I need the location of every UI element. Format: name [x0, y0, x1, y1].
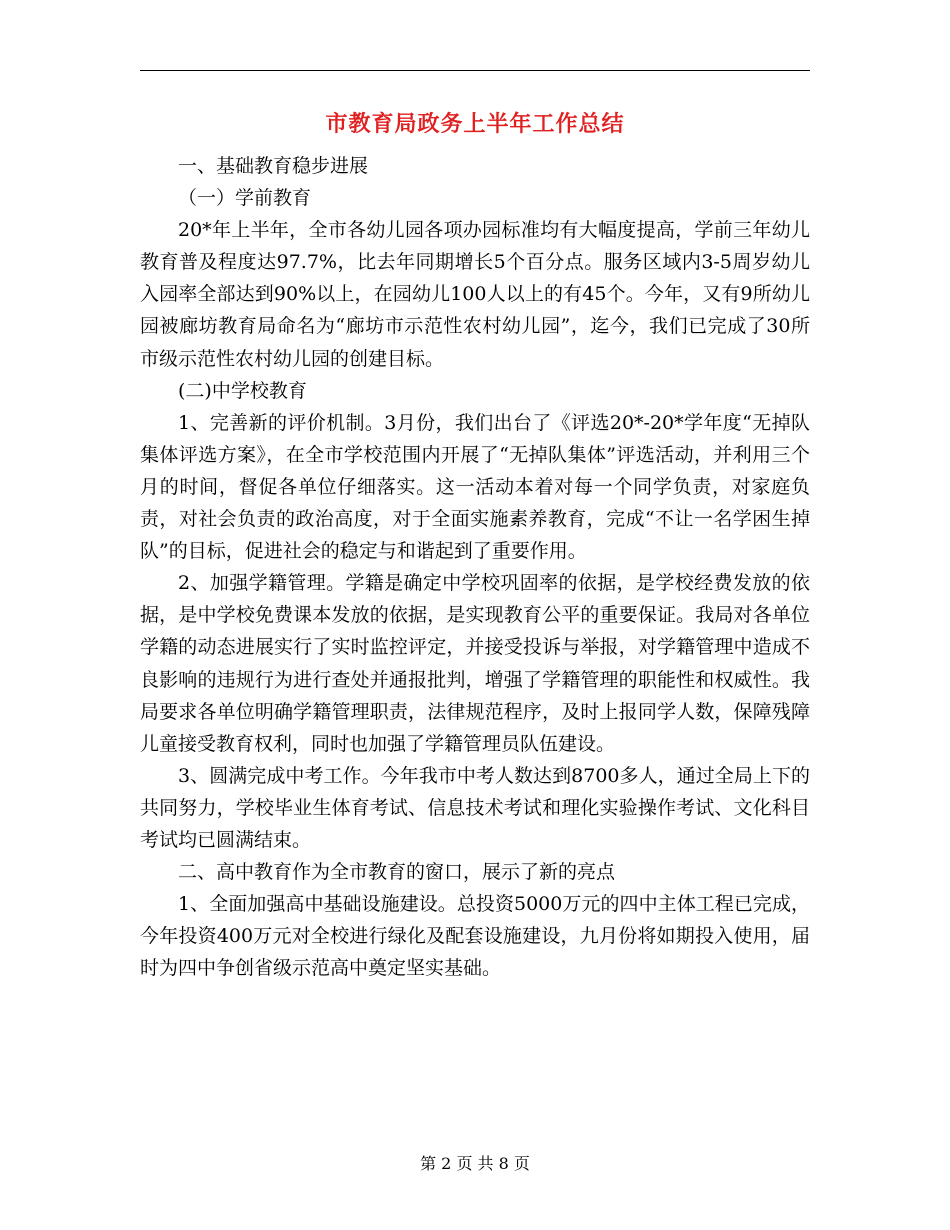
document-body	[140, 150, 810, 984]
paragraph-student-records: 2、加强学籍管理。学籍是确定中学校巩固率的依据，是学校经费发放的依据，是中学校免费课本发放的依据，是实现教育公平的重要保证。我局对各单位学籍的动态进展实行了实时监控评定，并接受投诉与举报，对学籍管理中造成不良影响的违规行为进行查处并通报批判，增强了学籍管理的职能性和权威性。我局要求各单位明确学籍管理职责，法律规范程序，及时上报同学人数，保障残障儿童接受教育权利，同时也加强了学籍管理员队伍建设。	[140, 572, 810, 755]
document-title: 市教育局政务上半年工作总结	[325, 111, 625, 137]
subsection-heading-preschool: （一）学前教育	[178, 187, 312, 210]
paragraph-preschool: 20*年上半年，全市各幼儿园各项办园标准均有大幅度提高，学前三年幼儿教育普及程度达97.7%，比去年同期增长5个百分点。服务区域内3-5周岁幼儿入园率全部达到90%以上，在园幼儿100人以上的有45个。今年，又有9所幼儿园被廊坊教育局命名为“廊坊市示范性农村幼儿园”，迄今，我们已完成了30所市级示范性农村幼儿园的创建目标。	[140, 219, 810, 370]
paragraph-evaluation-mechanism: 1、完善新的评价机制。3月份，我们出台了《评选20*-20*学年度“无掉队集体评选方案》，在全市学校范围内开展了“无掉队集体”评选活动，并利用三个月的时间，督促各单位仔细落实。这一活动本着对每一个同学负责，对家庭负责，对社会负责的政治高度，对于全面实施素养教育，完成“不让一名学困生掉队”的目标，促进社会的稳定与和谐起到了重要作用。	[140, 411, 810, 563]
paragraph-exams: 3、圆满完成中考工作。今年我市中考人数达到8700多人，通过全局上下的共同努力，学校毕业生体育考试、信息技术考试和理化实验操作考试、文化科目考试均已圆满结束。	[140, 764, 810, 851]
header-rule	[140, 70, 810, 71]
section-heading-basic-education: 一、基础教育稳步进展	[178, 155, 369, 177]
subsection-heading-middle-school: (二)中学校教育	[178, 379, 307, 402]
section-heading-high-school: 二、高中教育作为全市教育的窗口，展示了新的亮点	[178, 861, 616, 884]
page-number: 第 2 页 共 8 页	[420, 1154, 530, 1173]
paragraph-infrastructure: 1、全面加强高中基础设施建设。总投资5000万元的四中主体工程已完成，今年投资400万元对全校进行绿化及配套设施建设，九月份将如期投入使用，届时为四中争创省级示范高中奠定坚实基础。	[140, 893, 810, 980]
